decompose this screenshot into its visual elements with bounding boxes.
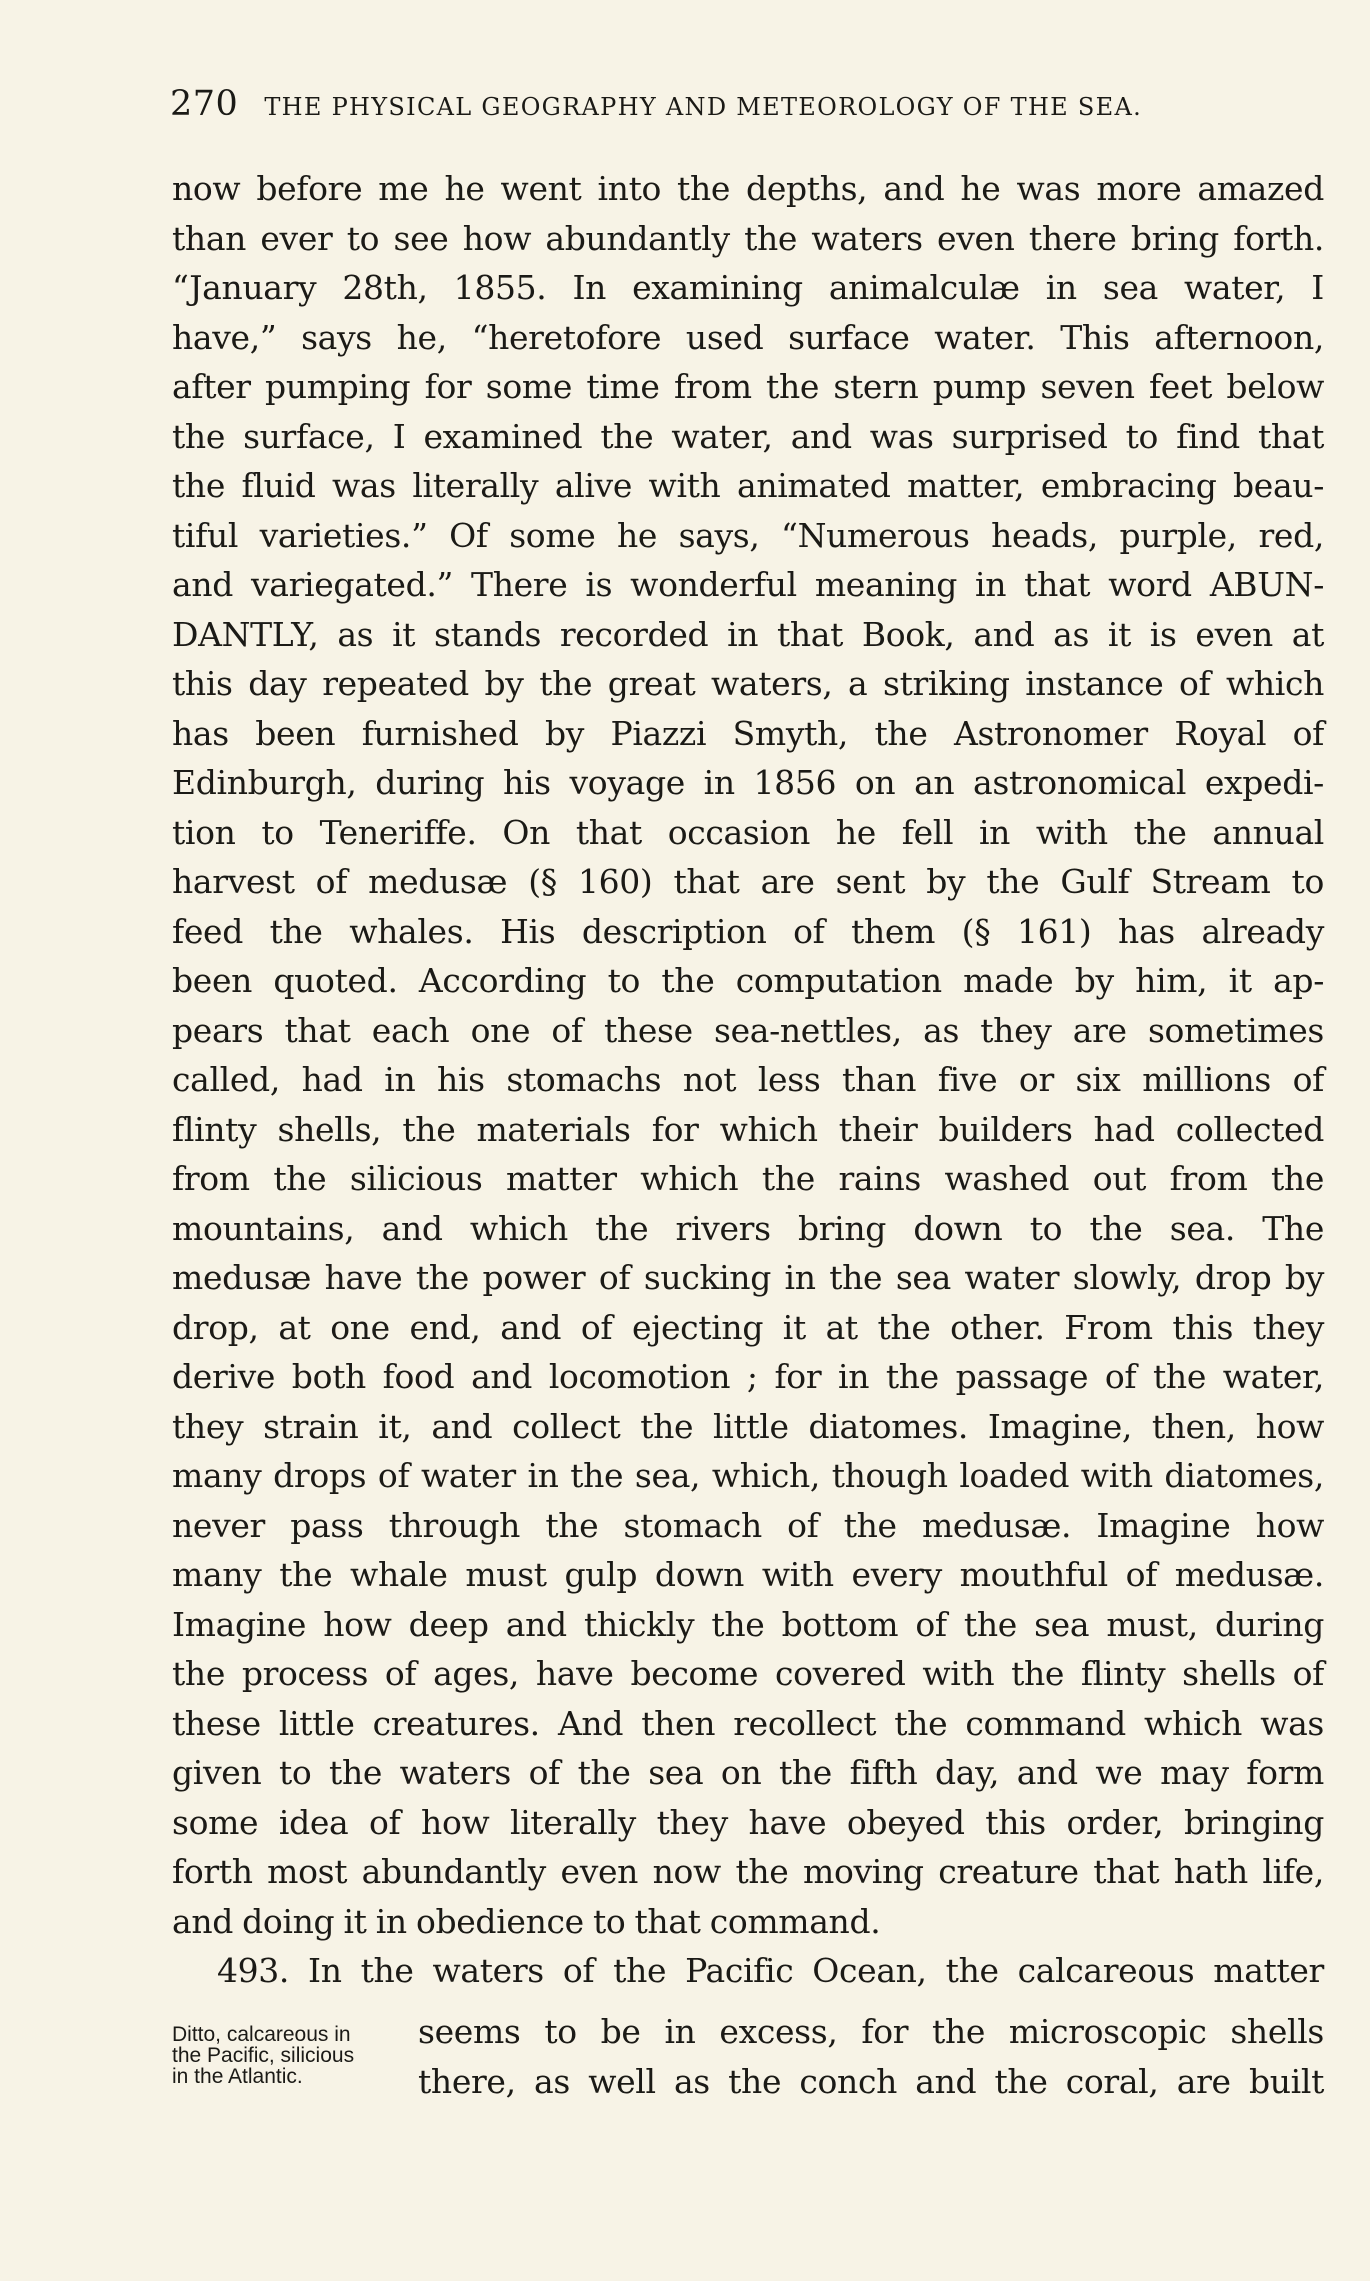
page-header (170, 84, 1320, 136)
text-line: and doing it in obedience to that command. (172, 1901, 881, 1941)
text-line: many the whale must gulp down with every mouthful of medusæ. (172, 1555, 1324, 1594)
paragraph-493-first-line: 493. In the waters of the Pacific Ocean, the calcareous matter (217, 1951, 1324, 1990)
text-line: derive both food and locomotion ; for in the passage of the water, (172, 1357, 1324, 1396)
text-line: this day repeated by the great waters, a striking instance of which (172, 664, 1324, 703)
text-line: from the silicious matter which the rains washed out from the (172, 1159, 1324, 1198)
text-line: after pumping for some time from the stern pump seven feet below (172, 367, 1324, 406)
text-line: many drops of water in the sea, which, though loaded with diatomes, (172, 1456, 1324, 1495)
text-line: seems to be in excess, for the microscopic shells (418, 2012, 1324, 2051)
text-line: the fluid was literally alive with animated matter, embracing beau- (172, 466, 1324, 505)
text-line: now before me he went into the depths, and he was more amazed (172, 169, 1324, 208)
running-title: THE PHYSICAL GEOGRAPHY AND METEOROLOGY OF THE SEA. (264, 93, 1143, 121)
text-line: mountains, and which the rivers bring down to the sea. The (172, 1208, 1324, 1248)
text-line: feed the whales. His description of them (§ 161) has already (172, 911, 1324, 951)
text-line: the surface, I examined the water, and was surprised to find that (172, 416, 1324, 456)
text-line: given to the waters of the sea on the fifth day, and we may form (172, 1753, 1324, 1792)
text-line: DANTLY, as it stands recorded in that Book, and as it is even at (172, 614, 1324, 654)
text-line: the process of ages, have become covered with the flinty shells of (172, 1654, 1324, 1693)
text-line: flinty shells, the materials for which their builders had collected (172, 1109, 1324, 1149)
text-line: called, had in his stomachs not less than five or six millions of (172, 1060, 1324, 1099)
sidenote-line: the Pacific, silicious (172, 2044, 355, 2067)
text-line: Imagine how deep and thickly the bottom of the sea must, during (172, 1604, 1324, 1644)
page-number: 270 (170, 84, 239, 124)
text-line: have,” says he, “heretofore used surface water. This afternoon, (172, 317, 1324, 357)
text-line: Edinburgh, during his voyage in 1856 on an astronomical expedi- (172, 763, 1324, 802)
text-line: they strain it, and collect the little diatomes. Imagine, then, how (172, 1406, 1324, 1446)
text-line: than ever to see how abundantly the waters even there bring forth. (172, 218, 1324, 258)
sidenote-line: in the Atlantic. (172, 2065, 303, 2088)
marginal-sidenote (172, 2007, 407, 2087)
text-line: and variegated.” There is wonderful meaning in that word ABUN- (172, 565, 1324, 604)
text-line: drop, at one end, and of ejecting it at the other. From this they (172, 1307, 1324, 1347)
text-line: pears that each one of these sea-nettles, as they are sometimes (172, 1010, 1324, 1050)
sidenote-adjacent-text (418, 2007, 1324, 2106)
text-line: there, as well as the conch and the coral, are built (418, 2061, 1324, 2101)
body-text (172, 164, 1324, 1996)
text-line: “January 28th, 1855. In examining animalculæ in sea water, I (172, 268, 1324, 307)
text-line: has been furnished by Piazzi Smyth, the Astronomer Royal of (172, 713, 1324, 753)
sidenote-line: Ditto, calcareous in (172, 2023, 351, 2046)
text-line: been quoted. According to the computation made by him, it ap- (172, 961, 1324, 1000)
text-line: medusæ have the power of sucking in the sea water slowly, drop by (172, 1258, 1324, 1297)
text-line: forth most abundantly even now the moving creature that hath life, (172, 1852, 1324, 1891)
text-line: these little creatures. And then recollect the command which was (172, 1703, 1324, 1743)
text-line: tiful varieties.” Of some he says, “Numerous heads, purple, red, (172, 515, 1324, 555)
text-line: never pass through the stomach of the medusæ. Imagine how (172, 1505, 1324, 1545)
text-line: some idea of how literally they have obeyed this order, bringing (172, 1802, 1324, 1842)
text-line: tion to Teneriffe. On that occasion he fell in with the annual (172, 812, 1324, 852)
text-line: harvest of medusæ (§ 160) that are sent by the Gulf Stream to (172, 862, 1324, 901)
